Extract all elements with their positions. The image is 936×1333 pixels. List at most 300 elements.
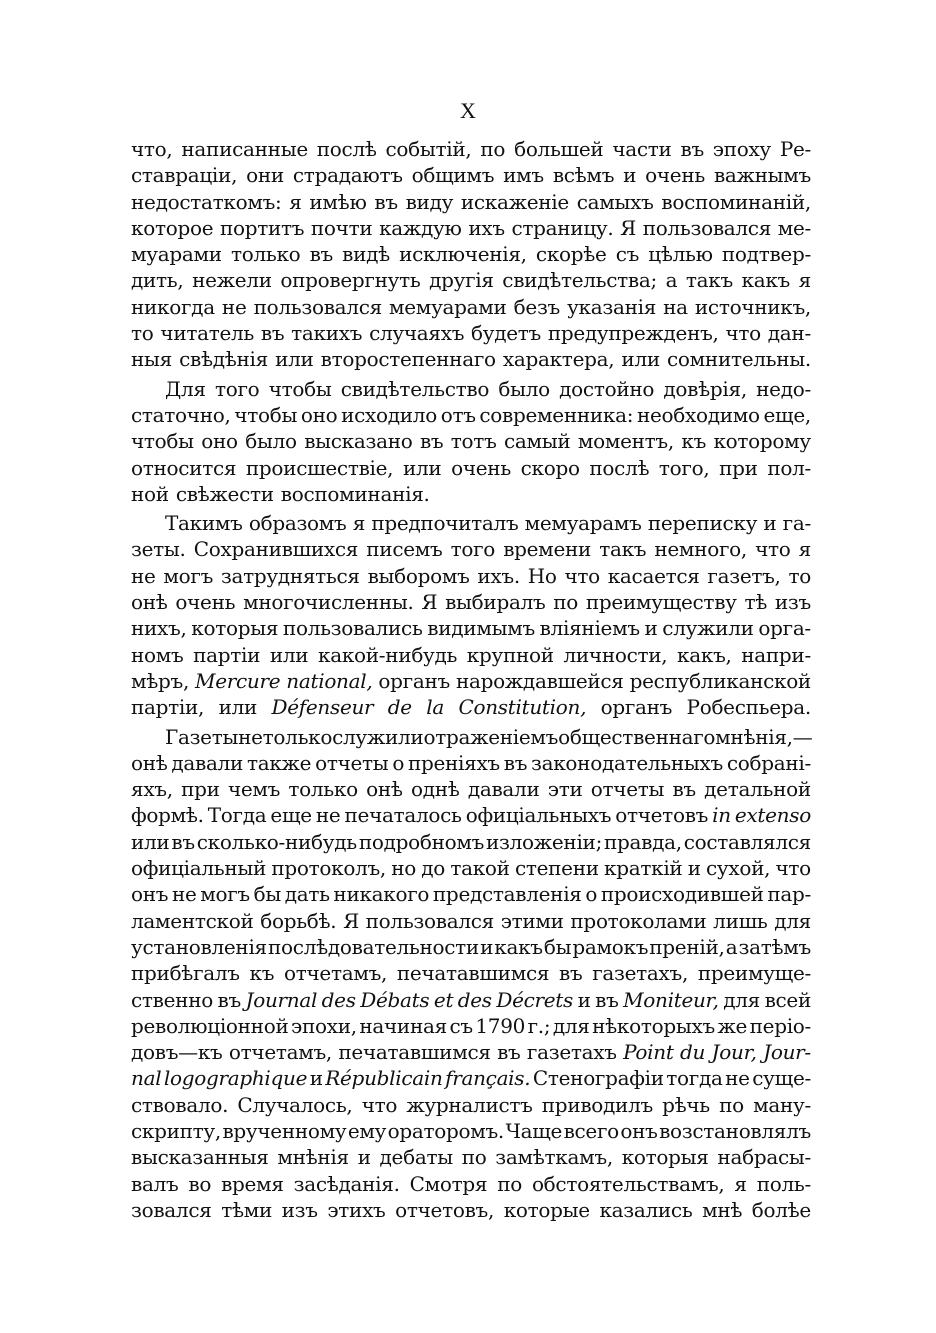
- word: Но: [527, 563, 557, 588]
- word: не: [131, 563, 156, 588]
- word: воспоминанія.: [280, 481, 430, 506]
- word: видимымъ: [427, 616, 535, 641]
- word: партіи,: [131, 695, 205, 720]
- word: всего: [563, 1118, 619, 1143]
- word: подробномъ: [358, 829, 485, 854]
- word: давали: [467, 777, 540, 802]
- word: случаяхъ: [369, 321, 465, 346]
- word: въ: [309, 242, 333, 267]
- word: дать: [284, 882, 330, 907]
- word: зеты.: [131, 537, 186, 562]
- word: то: [788, 563, 811, 588]
- word: составлялся: [683, 829, 811, 854]
- word: чтобы: [234, 402, 298, 427]
- word: des: [321, 987, 356, 1012]
- word: еще,: [763, 402, 811, 427]
- word: этими: [500, 908, 564, 933]
- word: какой-нибудь: [318, 642, 458, 667]
- word: мемуарами: [389, 294, 507, 319]
- word: затрудняться: [220, 563, 360, 588]
- word: въ: [680, 137, 704, 161]
- word: съ: [449, 1013, 473, 1038]
- word: и: [357, 1145, 371, 1170]
- word: происшествіе,: [245, 455, 394, 480]
- word: г.;: [527, 1013, 551, 1038]
- word: отчеты: [315, 750, 389, 775]
- text-line: [131, 1171, 811, 1197]
- word: чтобы: [268, 376, 332, 401]
- word: органъ: [600, 695, 673, 720]
- word: ствовало.: [131, 1092, 229, 1117]
- word: другія: [429, 268, 494, 293]
- word: Сохранившихся: [193, 537, 359, 562]
- word: скорѣе: [535, 242, 607, 267]
- word: никогда: [131, 294, 215, 319]
- word: къ: [249, 961, 275, 986]
- text-line: [131, 428, 811, 454]
- word: каждую: [379, 215, 462, 240]
- word: въ: [419, 429, 444, 454]
- word: а: [665, 268, 678, 293]
- word: не: [725, 1066, 750, 1091]
- word: 1790: [475, 1013, 526, 1038]
- word: только: [230, 242, 301, 267]
- word: не: [238, 724, 263, 749]
- word: послѣ: [316, 137, 377, 161]
- word: по: [497, 1171, 522, 1196]
- text-line: [131, 455, 811, 481]
- word: пользовался: [253, 294, 382, 319]
- word: я: [289, 189, 302, 214]
- word: но: [391, 856, 417, 881]
- word: зовался: [131, 1197, 212, 1222]
- word: моментъ,: [577, 429, 674, 454]
- word: скрипту,: [131, 1118, 221, 1143]
- word: достойно: [559, 376, 655, 401]
- word: исключенія,: [399, 242, 527, 267]
- word: этихъ: [327, 1197, 386, 1222]
- word: ихъ.: [477, 563, 520, 588]
- text-line: [131, 668, 811, 694]
- word: написанные: [181, 137, 308, 161]
- text-line: [131, 829, 811, 855]
- word: Jour-: [763, 1040, 811, 1065]
- word: отчетамъ,: [228, 1040, 332, 1065]
- word: многочисленны.: [243, 590, 414, 615]
- paragraph: [131, 376, 811, 507]
- word: при: [719, 455, 758, 480]
- word: въ: [595, 987, 619, 1012]
- word: нѣкоторыхъ: [592, 1013, 715, 1038]
- word: самыхъ: [576, 189, 654, 214]
- word: свѣжести: [175, 481, 274, 506]
- word: возстановлялъ: [659, 1118, 811, 1143]
- word: лишь: [713, 908, 768, 933]
- word: мемуарамъ: [524, 511, 642, 536]
- text-line: [131, 694, 811, 720]
- word: писемъ: [366, 537, 443, 562]
- word: валъ: [131, 1171, 179, 1196]
- text-line: [131, 987, 811, 1013]
- word: что: [755, 537, 791, 562]
- word: напри-: [741, 642, 811, 667]
- word: казались: [599, 1197, 693, 1222]
- word: свидѣтельство: [340, 376, 490, 401]
- word: офиціальный: [131, 856, 267, 881]
- word: Для: [165, 376, 206, 401]
- word: второстепеннаго: [320, 347, 496, 372]
- word: въ: [672, 777, 696, 802]
- word: нежели: [192, 268, 272, 293]
- word: la: [426, 695, 445, 720]
- word: дить,: [131, 268, 184, 293]
- word: изъ: [281, 1197, 318, 1222]
- word: эти: [547, 777, 583, 802]
- word: преніяхъ: [407, 750, 500, 775]
- text-line: [131, 1039, 811, 1065]
- word: приводилъ: [541, 1092, 653, 1117]
- word: свѣдѣнія: [179, 347, 268, 372]
- word: формѣ.: [131, 803, 204, 828]
- word: тотъ: [450, 429, 497, 454]
- word: статочно,: [131, 402, 231, 427]
- text-line: [131, 320, 811, 346]
- word: оно: [300, 402, 338, 427]
- word: опровергнуть: [280, 268, 421, 293]
- word: отчеты: [590, 777, 665, 802]
- text-line: [131, 1013, 811, 1039]
- word: какъ: [741, 268, 790, 293]
- word: га-: [782, 511, 811, 536]
- word: Чаще: [505, 1118, 563, 1143]
- word: extenso: [734, 803, 811, 828]
- word: такой: [450, 856, 510, 881]
- word: пользовался: [642, 215, 772, 240]
- word: такъ: [599, 537, 647, 562]
- word: Такимъ: [165, 511, 243, 536]
- word: мнѣ: [702, 1197, 743, 1222]
- word: однѣ: [410, 777, 460, 802]
- word: борьбѣ.: [260, 908, 337, 933]
- word: обстоятельствамъ,: [531, 1171, 725, 1196]
- word: или: [131, 829, 170, 854]
- word: ставраціи,: [131, 163, 238, 188]
- word: болѣе: [751, 1197, 811, 1222]
- word: засѣданія.: [293, 1171, 400, 1196]
- word: не: [171, 882, 197, 907]
- word: они: [246, 163, 284, 188]
- word: событій,: [385, 137, 472, 161]
- word: высказанныя: [131, 1145, 269, 1170]
- word: степени: [514, 856, 599, 881]
- word: очень: [175, 590, 236, 615]
- word: изъ: [774, 590, 811, 615]
- word: онъ: [131, 882, 169, 907]
- word: Moniteur,: [623, 987, 719, 1012]
- word: что: [564, 563, 600, 588]
- word: дан-: [767, 321, 811, 346]
- text-line: [131, 1065, 811, 1091]
- word: о: [585, 882, 598, 907]
- text-line: [131, 376, 811, 402]
- word: того,: [658, 455, 710, 480]
- word: о: [392, 750, 405, 775]
- word: что: [361, 1092, 398, 1117]
- word: печатавшимся: [396, 961, 550, 986]
- word: еще: [270, 803, 312, 828]
- word: въ: [503, 750, 528, 775]
- word: того: [450, 537, 496, 562]
- text-line: [131, 776, 811, 802]
- word: страдаютъ: [292, 163, 403, 188]
- word: которыя: [191, 616, 279, 641]
- word: и: [309, 1066, 323, 1091]
- word: оно: [201, 429, 238, 454]
- word: также: [246, 750, 312, 775]
- word: отъ: [440, 402, 476, 427]
- word: читатель: [160, 321, 255, 346]
- word: Débats: [360, 987, 430, 1012]
- word: тѣми: [221, 1197, 273, 1222]
- word: набрасы-: [717, 1145, 811, 1170]
- word: ману-: [753, 1092, 811, 1117]
- word: правда,: [603, 829, 682, 854]
- word: Газеты: [165, 724, 239, 749]
- text-line: [131, 481, 811, 507]
- word: краткій: [604, 856, 683, 881]
- word: или: [402, 455, 442, 480]
- word: затѣмъ: [738, 934, 811, 959]
- word: того: [214, 376, 260, 401]
- text-line: [131, 724, 811, 750]
- word: такъ: [685, 268, 733, 293]
- word: и: [687, 856, 701, 881]
- word: и: [623, 163, 637, 188]
- word: des: [457, 987, 492, 1012]
- body-text: [131, 136, 811, 1223]
- text-line: [131, 802, 811, 828]
- word: всѣмъ: [552, 163, 615, 188]
- word: мнѣнія: [277, 1145, 349, 1170]
- word: газетахъ,: [592, 961, 689, 986]
- word: de: [387, 695, 412, 720]
- word: Républicain: [325, 1066, 443, 1091]
- word: бы: [543, 934, 572, 959]
- word: самый: [503, 429, 571, 454]
- word: и: [763, 511, 777, 536]
- word: страницу.: [511, 215, 614, 240]
- word: national,: [286, 668, 373, 693]
- word: или: [275, 347, 314, 372]
- word: Тогда: [207, 803, 267, 828]
- word: рѣчь: [662, 1092, 710, 1117]
- word: сухой,: [706, 856, 771, 881]
- word: недо-: [756, 376, 811, 401]
- word: время: [221, 1171, 284, 1196]
- word: революціонной: [131, 1013, 289, 1038]
- word: преимуще-: [697, 961, 811, 986]
- word: чтобы: [131, 429, 194, 454]
- word: общимъ: [411, 163, 495, 188]
- word: періо-: [749, 1013, 811, 1038]
- word: служили: [332, 724, 424, 749]
- word: въ: [374, 189, 398, 214]
- word: номъ: [131, 642, 184, 667]
- word: отраженіемъ: [423, 724, 559, 749]
- text-line: [131, 294, 811, 320]
- word: печатавшимся: [338, 1040, 491, 1065]
- word: которое: [131, 215, 214, 240]
- word: важнымъ: [713, 163, 811, 188]
- word: замѣткамъ,: [495, 1145, 613, 1170]
- word: необходимо: [636, 402, 760, 427]
- word: какъ,: [677, 642, 732, 667]
- text-line: [131, 750, 811, 776]
- word: установленія: [131, 934, 267, 959]
- word: имъ: [503, 163, 544, 188]
- word: въ: [217, 987, 241, 1012]
- word: чемъ: [227, 777, 281, 802]
- word: или: [269, 642, 309, 667]
- text-line: [131, 642, 811, 668]
- word: и: [480, 934, 494, 959]
- word: или: [621, 347, 660, 372]
- word: тогда: [666, 1066, 723, 1091]
- word: нихъ,: [131, 616, 187, 641]
- word: выборомъ: [367, 563, 470, 588]
- word: рамокъ: [572, 934, 649, 959]
- word: личности,: [563, 642, 668, 667]
- word: указанія: [567, 294, 657, 319]
- word: для: [723, 987, 760, 1012]
- word: образомъ: [248, 511, 347, 536]
- word: собрані-: [726, 750, 811, 775]
- text-line: [131, 162, 811, 188]
- word: которые: [503, 1197, 590, 1222]
- word: онѣ: [131, 590, 168, 615]
- text-line: [131, 1092, 811, 1118]
- word: я: [798, 537, 811, 562]
- word: по: [553, 590, 579, 615]
- word: Я: [343, 908, 359, 933]
- word: времени: [503, 537, 592, 562]
- word: свидѣтельства;: [502, 268, 657, 293]
- word: Mercure: [195, 668, 281, 693]
- word: было: [498, 376, 550, 401]
- word: эпохи,: [291, 1013, 357, 1038]
- word: то: [131, 321, 154, 346]
- word: et: [433, 987, 454, 1012]
- word: во: [188, 1171, 212, 1196]
- word: пользовались: [282, 616, 423, 641]
- word: которому: [713, 429, 811, 454]
- text-line: [131, 241, 811, 267]
- word: газетахъ: [526, 1040, 617, 1065]
- word: nal: [131, 1066, 162, 1091]
- word: офиціальныхъ: [465, 803, 612, 828]
- word: могъ: [163, 563, 214, 588]
- word: сколько-нибудь: [196, 829, 357, 854]
- word: онъ: [620, 1118, 658, 1143]
- word: нарождавшейся: [455, 668, 624, 693]
- word: воспоминаній,: [661, 189, 811, 214]
- word: и: [577, 987, 591, 1012]
- word: суще-: [752, 1066, 811, 1091]
- word: касается: [607, 563, 700, 588]
- word: части: [612, 137, 672, 161]
- word: отчетовъ: [615, 803, 709, 828]
- word: выбиралъ: [445, 590, 546, 615]
- word: Journal: [245, 987, 318, 1012]
- word: Point: [623, 1040, 674, 1065]
- paragraph: [131, 136, 811, 373]
- word: будетъ: [471, 321, 541, 346]
- word: для: [552, 1013, 590, 1038]
- word: не: [315, 803, 341, 828]
- word: ной: [131, 481, 169, 506]
- text-line: [131, 855, 811, 881]
- text-line: [131, 615, 811, 641]
- word: было: [245, 429, 297, 454]
- word: представленія: [432, 882, 582, 907]
- word: эпоху: [712, 137, 771, 161]
- word: ораторомъ.: [387, 1118, 504, 1143]
- word: начиная: [359, 1013, 447, 1038]
- word: я: [798, 268, 811, 293]
- word: давали: [171, 750, 244, 775]
- word: общественнаго: [558, 724, 716, 749]
- word: онѣ: [131, 750, 168, 775]
- text-line: [131, 267, 811, 293]
- word: при: [181, 777, 220, 802]
- word: служили: [662, 616, 754, 641]
- word: протоколами: [570, 908, 707, 933]
- word: партіи: [193, 642, 261, 667]
- word: журналистъ: [406, 1092, 533, 1117]
- word: искаженіе: [460, 189, 569, 214]
- word: мѣръ,: [131, 668, 190, 693]
- word: ему: [347, 1118, 387, 1143]
- word: ственно: [131, 987, 213, 1012]
- word: газетъ,: [707, 563, 781, 588]
- word: относится: [131, 455, 237, 480]
- word: скоро: [520, 455, 580, 480]
- word: отчетамъ,: [283, 961, 388, 986]
- word: а: [725, 934, 738, 959]
- word: дебаты: [379, 1145, 453, 1170]
- word: по: [719, 1092, 744, 1117]
- word: очень: [645, 163, 705, 188]
- word: пол-: [767, 455, 811, 480]
- text-line: [131, 510, 811, 536]
- paragraph: [131, 724, 811, 1224]
- word: довѣрія,: [663, 376, 747, 401]
- word: что: [775, 856, 811, 881]
- word: протоколъ,: [271, 856, 386, 881]
- word: что: [725, 321, 761, 346]
- text-line: [131, 346, 811, 372]
- word: переписку: [647, 511, 758, 536]
- word: logographique: [163, 1066, 308, 1091]
- word: не: [221, 294, 247, 319]
- text-line: [131, 189, 811, 215]
- word: и: [644, 616, 658, 641]
- word: которыя: [621, 1145, 709, 1170]
- word: бы: [253, 882, 281, 907]
- text-line: [131, 1118, 811, 1144]
- word: Décrets: [496, 987, 573, 1012]
- word: Constitution,: [458, 695, 587, 720]
